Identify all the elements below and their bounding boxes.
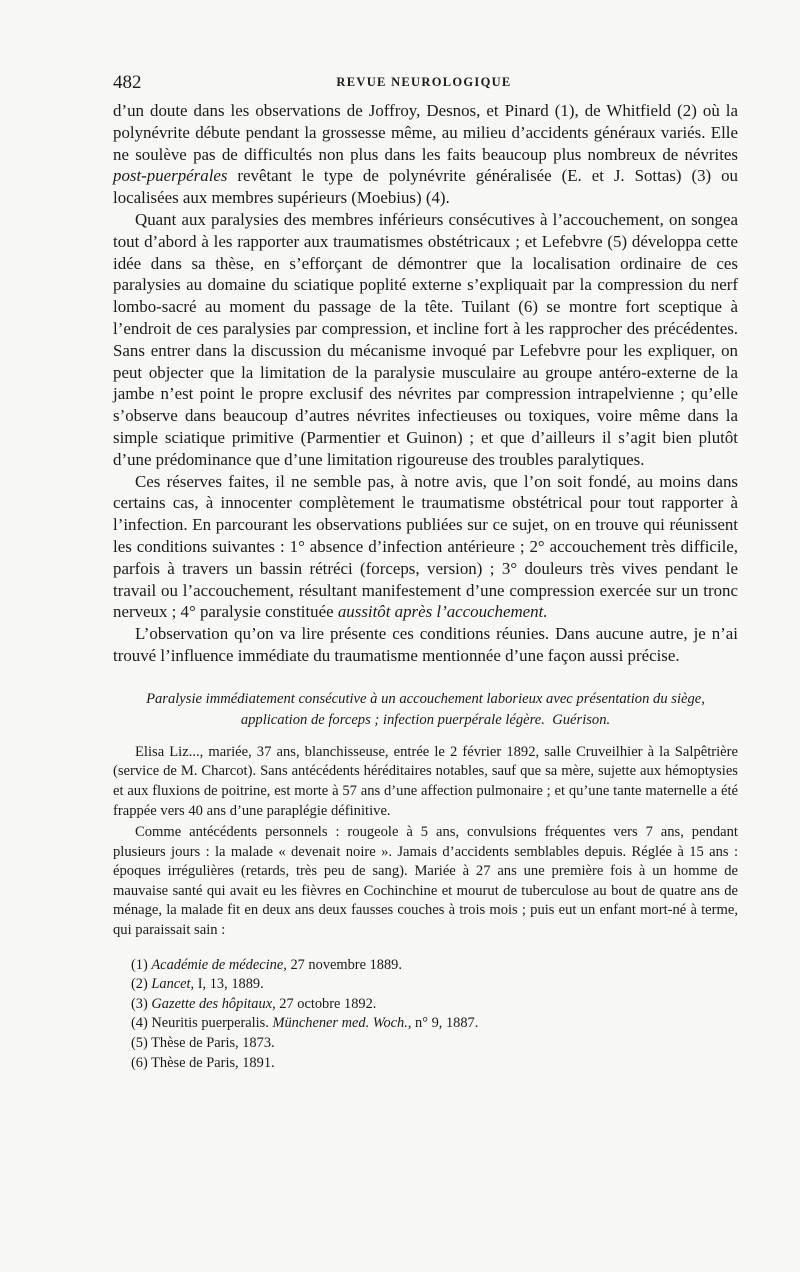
paragraph-2: Quant aux paralysies des membres inférieurs consécutives à l’accouchement, on songea tout d’abord à les rapporter aux traumatismes obstétricaux ; et Lefebvre (5) développa cette idée dans sa thèse, en s’efforçant de démontrer que la localisation ordinaire de ces paralysies au domaine du sciatique poplité externe s’expliquait par la compression du nerf lombo-sacré au moment du passage de la tête. Tuilant (6) se montre fort sceptique à l’endroit de ces paralysies par compression, et incline fort à les rapprocher des précédentes. Sans entrer dans la discussion du mécanisme invoqué par Lefebvre pour les expliquer, on peut objecter que la limitation de la paralysie musculaire au groupe antéro-externe de la jambe n’est point le propre exclusif des névrites par compression intrapelvienne ; qu’elle s’observe dans beaucoup d’autres névrites infectieuses ou toxiques, voire même dans la simple sciatique primitive (Parmentier et Guinon) ; et que d’ailleurs il s’agit bien plutôt d’une prédominance que d’une limitation rigoureuse des troubles paralytiques. (113, 209, 738, 469)
italic-phrase: aussitôt après l’accouchement. (337, 602, 548, 622)
case-title-line-2: application de forceps ; infection puerpérale légère. Guérison. (240, 711, 611, 728)
paragraph-4: L’observation qu’on va lire présente ces conditions réunies. Dans aucune autre, je n’ai trouvé l’influence immédiate du traumatisme mentionnée d’une façon aussi précise. (113, 624, 738, 665)
paragraph-1: d’un doute dans les observations de Joffroy, Desnos, et Pinard (1), de Whitfield (2) où la polynévrite débute pendant la grossesse même, au milieu d’accidents généraux variés. Elle ne soulève pas de difficultés non plus dans les faits beaucoup plus nombreux de névrites post-puerpérales revêtant le type de polynévrite généralisée (E. et J. Sottas) (3) ou localisées aux membres supérieurs (Moebius) (4). (113, 101, 738, 208)
case-title (113, 689, 738, 731)
footnote: (2) Lancet, I, 13, 1889. (131, 976, 264, 993)
footnote: (6) Thèse de Paris, 1891. (131, 1054, 275, 1071)
footnotes (113, 956, 738, 1074)
case-paragraph-1: Elisa Liz..., mariée, 37 ans, blanchisseuse, entrée le 2 février 1892, salle Cruveilhier à la Salpêtrière (service de M. Charcot). Sans antécédents héréditaires notables, sauf que sa mère, sujette aux hémoptysies et aux fluxions de poitrine, est morte à 57 ans d’une affection pulmonaire ; et qu’une tante maternelle a été frappée vers 40 ans d’une paraplégie définitive. (113, 743, 738, 819)
running-title: REVUE NEUROLOGIQUE (336, 75, 512, 89)
case-report (113, 743, 738, 941)
italic-term: post-puerpérales (113, 166, 228, 186)
footnote: (4) Neuritis puerperalis. Münchener med. Woch., n° 9, 1887. (131, 1015, 479, 1032)
case-paragraph-2: Comme antécédents personnels : rougeole à 5 ans, convulsions fréquentes vers 7 ans, pendant plusieurs jours : la malade « devenait noire ». Jamais d’accidents semblables depuis. Réglée à 15 ans : époques irrégulières (retards, très peu de sang). Mariée à 27 ans une première fois à un homme de mauvaise santé qui avait eu les fièvres en Cochinchine et mourut de tuberculose au bout de quatre ans de ménage, la malade fit en deux ans deux fausses couches à trois mois ; puis eut un enfant mort-né à terme, qui paraissait sain : (113, 824, 738, 939)
paragraph-3: Ces réserves faites, il ne semble pas, à notre avis, que l’on soit fondé, au moins dans certains cas, à innocenter complètement le traumatisme obstétrical pour tout rapporter à l’infection. En parcourant les observations publiées sur ce sujet, on en trouve qui réunissent les conditions suivantes : 1° absence d’infection antérieure ; 2° accouchement très difficile, parfois à travers un bassin rétréci (forceps, version) ; 3° douleurs très vives pendant le travail ou l’accouchement, résultant manifestement d’une compression exercée sur un tronc nerveux ; 4° paralysie constituée aussitôt après l’accouchement. (113, 471, 738, 622)
case-title-line-1: Paralysie immédiatement consécutive à un accouchement laborieux avec présentation du siège, (146, 690, 705, 707)
case-outcome: Guérison. (552, 711, 611, 728)
main-text (113, 100, 738, 667)
page-header (113, 72, 735, 94)
footnote: (3) Gazette des hôpitaux, 27 octobre 1892. (131, 995, 377, 1012)
page-number: 482 (113, 72, 142, 93)
page-body (113, 100, 738, 1073)
footnote: (5) Thèse de Paris, 1873. (131, 1035, 275, 1052)
footnote: (1) Académie de médecine, 27 novembre 1889. (131, 956, 402, 973)
